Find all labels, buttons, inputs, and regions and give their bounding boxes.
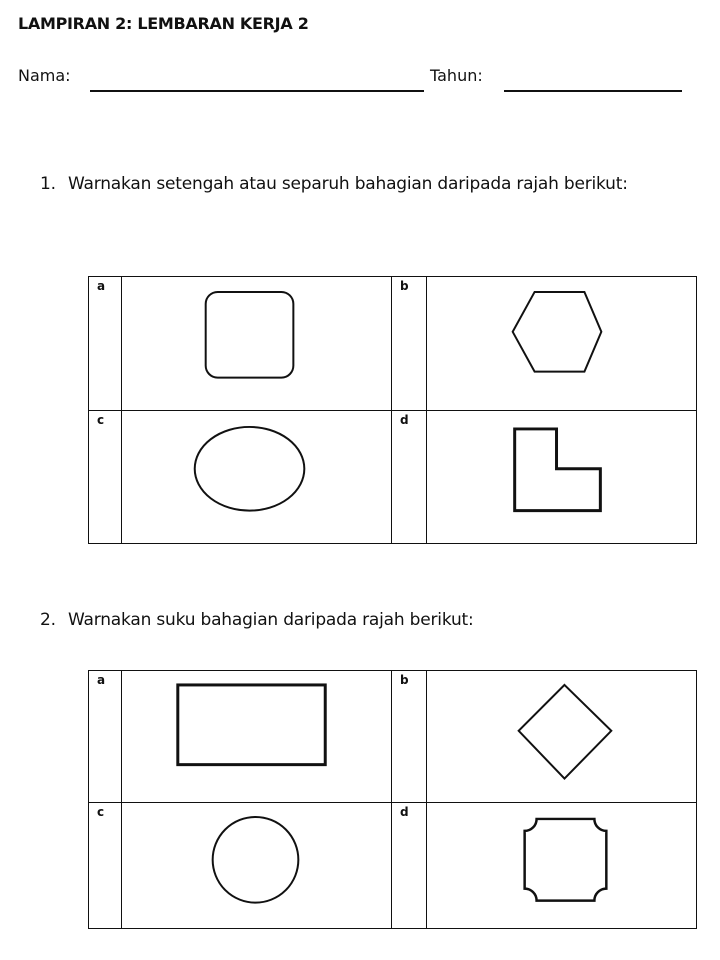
shape-cell-1d[interactable]	[427, 410, 697, 544]
hexagon-icon[interactable]	[427, 277, 696, 410]
circle-icon[interactable]	[122, 803, 391, 929]
shape-cell-1c[interactable]	[122, 410, 392, 544]
label-cell	[392, 410, 427, 544]
item-label: c	[97, 804, 105, 819]
label-cell	[89, 802, 122, 929]
shape-cell-1a[interactable]	[122, 277, 392, 411]
shape-table-2	[88, 670, 697, 929]
item-label: d	[400, 804, 409, 819]
label-cell	[392, 277, 427, 411]
item-label: b	[400, 279, 409, 293]
item-label: b	[400, 673, 409, 687]
question-1	[40, 166, 700, 246]
name-label: Nama:	[18, 66, 71, 85]
shape-cell-2a[interactable]	[122, 671, 392, 803]
page-title: LAMPIRAN 2: LEMBARAN KERJA 2	[18, 14, 309, 33]
label-cell	[392, 671, 427, 803]
rectangle-icon[interactable]	[122, 671, 391, 802]
year-label: Tahun:	[430, 66, 483, 85]
shape-cell-2d[interactable]	[427, 802, 697, 929]
label-cell	[89, 410, 122, 544]
question-text: Warnakan setengah atau separuh bahagian daripada rajah berikut:	[68, 174, 628, 194]
ellipse-icon[interactable]	[122, 411, 391, 544]
shape-table-1	[88, 276, 697, 544]
name-field[interactable]	[90, 90, 424, 92]
question-2	[40, 602, 700, 638]
label-cell	[89, 671, 122, 803]
item-label: c	[97, 412, 105, 427]
question-text: Warnakan suku bahagian daripada rajah berikut:	[68, 610, 474, 630]
item-label: a	[97, 673, 106, 687]
diamond-icon[interactable]	[427, 671, 696, 802]
label-cell	[89, 277, 122, 411]
question-number: 2.	[40, 610, 56, 630]
rounded-square-icon[interactable]	[122, 277, 391, 410]
label-cell	[392, 802, 427, 929]
l-shape-icon[interactable]	[427, 411, 696, 544]
item-label: a	[97, 279, 106, 293]
notched-square-icon[interactable]	[427, 803, 696, 929]
shape-cell-2b[interactable]	[427, 671, 697, 803]
shape-cell-2c[interactable]	[122, 802, 392, 929]
question-number: 1.	[40, 174, 56, 194]
shape-cell-1b[interactable]	[427, 277, 697, 411]
year-field[interactable]	[504, 90, 682, 92]
item-label: d	[400, 412, 409, 427]
